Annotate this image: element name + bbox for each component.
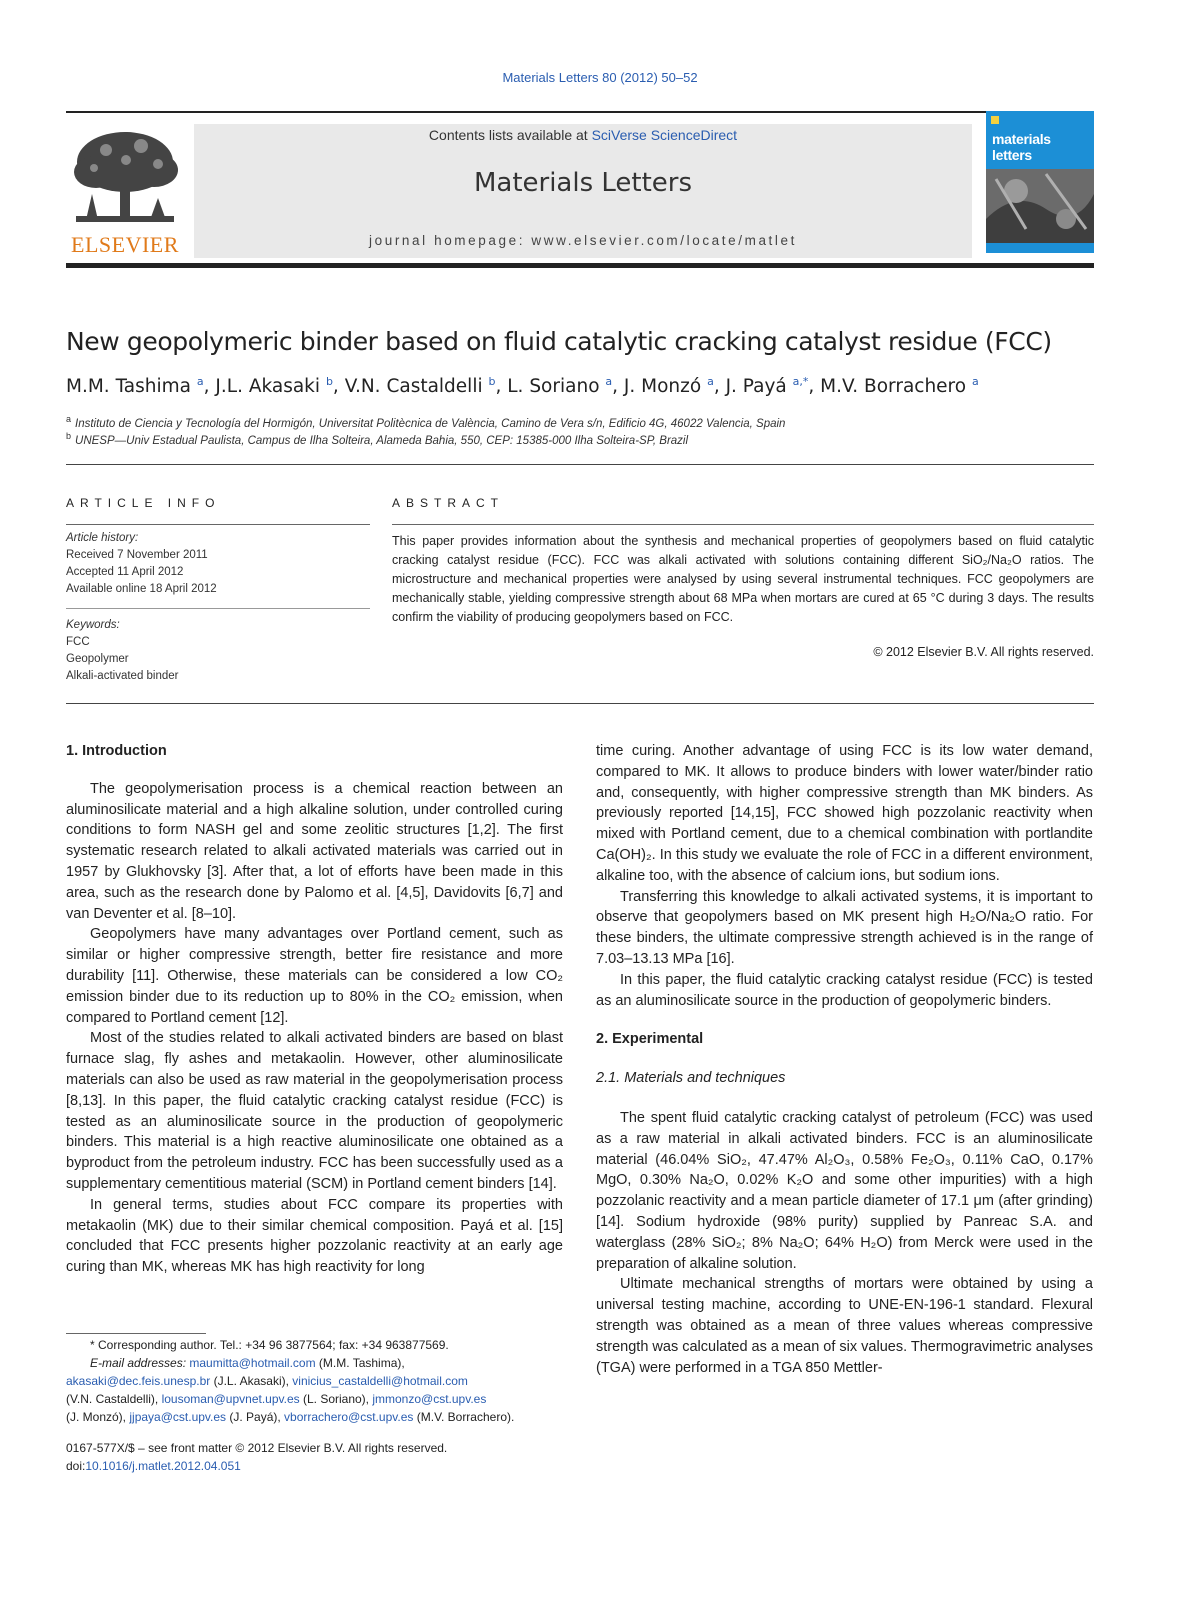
email-owner: (M.M. Tashima),: [315, 1356, 405, 1370]
paragraph: Ultimate mechanical strengths of mortars were obtained by using a universal testing machine, according to UNE-EN-196-1 standard. Flexural strength was obtained as a mean of three values whereas compressive strength was calculated as a mean of six values. Thermogravimetric analyses (TGA) were performed in a TGA 850 Mettler-: [596, 1276, 1093, 1376]
header-thick-rule: [66, 263, 1094, 268]
abstract-text: This paper provides information about the synthesis and mechanical properties of geopolymers based on fluid catalytic cracking catalyst residue (FCC). FCC was alkali activated with solutions containing different SiO₂/Na₂O ratios. The microstructure and mechanical properties were analysed by using several instrumental techniques. FCC geopolymers are mechanically stable, yielding compressive strength about 68 MPa when mortars are cured at 65 °C during 3 days. The results confirm the viability of producing geopolymers based on FCC.: [392, 534, 1094, 624]
received-date: Received 7 November 2011: [66, 549, 208, 561]
email-owner: (M.V. Borrachero).: [413, 1410, 515, 1424]
body-column-left: [66, 741, 563, 1278]
keyword: Alkali-activated binder: [66, 670, 179, 682]
email-link[interactable]: vinicius_castaldelli@hotmail.com: [292, 1374, 468, 1388]
author-list: M.M. Tashima $^a$, J.L. Akasaki $^b$, V.N. Castaldelli $^b$, L. Soriano $^a$, J. Monzó $^a$, J. Payá $^{a,*}$, M.V. Borrachero $^a$: [66, 375, 979, 398]
divider: [66, 524, 370, 525]
author: J.L. Akasaki: [215, 376, 321, 398]
sciencedirect-link[interactable]: SciVerse ScienceDirect: [591, 127, 738, 143]
body-column-right: [596, 741, 1093, 1378]
keyword: FCC: [66, 636, 90, 648]
doi-label: doi:: [66, 1459, 86, 1473]
publisher-name: ELSEVIER: [71, 232, 179, 257]
issn-line: 0167-577X/$ – see front matter © 2012 Elsevier B.V. All rights reserved.: [66, 1441, 448, 1455]
paragraph: The geopolymerisation process is a chemical reaction between an aluminosilicate material and a high alkaline solution, under controlled curing conditions to form NASH gel and some zeolitic structures [1,2]. The first systematic research related to alkali activated materials was carried out in 1957 by Glukhovsky [3]. After that, a lot of efforts have been made in this area, such as the research done by Palomo et al. [4,5], Davidovits [6,7] and van Deventer et al. [8–10].: [66, 780, 563, 922]
email-label: E-mail addresses:: [90, 1356, 190, 1370]
contents-line: [194, 127, 972, 143]
divider: [66, 464, 1094, 465]
article-info-heading: ARTICLE INFO: [66, 496, 221, 510]
paragraph: Transferring this knowledge to alkali activated systems, it is important to observe that geopolymers based on MK present high H₂O/Na₂O ratio. For these binders, the ultimate compressive strength achieved is in the range of 7.03–13.13 MPa [16].: [596, 888, 1093, 967]
contents-prefix: Contents lists available at: [428, 127, 592, 143]
keywords-label: Keywords:: [66, 619, 120, 631]
email-owner: (J.L. Akasaki),: [210, 1374, 293, 1388]
author: L. Soriano: [507, 376, 600, 398]
email-line: [66, 1372, 566, 1390]
section-heading: 2. Experimental: [596, 1031, 704, 1048]
author-affil-mark[interactable]: a,*: [792, 375, 809, 388]
email-link[interactable]: jjpaya@cst.upv.es: [129, 1410, 227, 1424]
article-meta: [66, 1439, 566, 1475]
author: V.N. Castaldelli: [344, 376, 483, 398]
cover-mark-icon: [991, 116, 999, 124]
affiliation-b: [66, 431, 1106, 447]
author-affil-mark[interactable]: b: [488, 375, 496, 388]
affiliation-mark: a: [66, 414, 72, 424]
journal-banner: [194, 124, 972, 258]
email-owner: (J. Payá),: [226, 1410, 285, 1424]
affiliation-mark: b: [66, 431, 72, 441]
cover-image: [986, 169, 1094, 243]
email-owner: (L. Soriano),: [299, 1392, 373, 1406]
affiliation-text: UNESP—Univ Estadual Paulista, Campus de Ilha Solteira, Alameda Bahia, 550, CEP: 15385-000 Ilha Solteira-SP, Brazil: [75, 434, 689, 447]
journal-reference[interactable]: Materials Letters 80 (2012) 50–52: [502, 70, 698, 85]
header-top-rule: [66, 111, 1094, 113]
doi-link[interactable]: 10.1016/j.matlet.2012.04.051: [85, 1459, 241, 1473]
paragraph: Geopolymers have many advantages over Portland cement, such as similar or higher compressive strength, better fire resistance and more durability [11]. Otherwise, these materials can be considered a low CO₂ emission binder due to its reduction up to 80% in the CO₂ emission, when compared to Portland cement [12].: [66, 926, 563, 1026]
author-affil-mark[interactable]: a: [707, 375, 714, 388]
abstract-heading: ABSTRACT: [392, 496, 505, 510]
paper-title: New geopolymeric binder based on fluid catalytic cracking catalyst residue (FCC): [66, 327, 1052, 356]
author: J. Monzó: [623, 376, 702, 398]
subsection-heading: 2.1. Materials and techniques: [596, 1070, 786, 1087]
cover-title: materials letters: [992, 131, 1051, 163]
footnote-rule: [66, 1333, 206, 1334]
footnote: [66, 1336, 566, 1426]
doi-line: [66, 1457, 566, 1475]
paragraph: In general terms, studies about FCC compare its properties with metakaolin (MK) due to their similar chemical composition. Payá et al. [15] concluded that FCC presents higher pozzolanic reactivity at an early age curing than MK, whereas MK has high reactivity for long: [66, 1196, 563, 1276]
author: M.V. Borrachero: [820, 376, 967, 398]
divider: [66, 608, 370, 609]
paragraph: Most of the studies related to alkali activated binders are based on blast furnace slag, fly ashes and metakaolin. However, other aluminosilicate materials can also be used as raw material in the geopolymerisation process [8,13]. In this paper, the fluid catalytic cracking catalyst residue (FCC) is tested as an aluminosilicate source in the production of geopolymeric binders. This material is a high reactive aluminosilicate one obtained as a byproduct from the petroleum industry. FCC has been successfully used as a supplementary cementitious material (SCM) in Portland cement binders [14].: [66, 1030, 563, 1192]
author: J. Payá: [725, 376, 787, 398]
accepted-date: Accepted 11 April 2012: [66, 566, 184, 578]
online-date: Available online 18 April 2012: [66, 583, 217, 595]
paragraph: time curing. Another advantage of using FCC is its low water demand, compared to MK. It allows to produce binders with lower water/binder ratio and, consequently, with higher compressive strength than MK binders. As previously reported [14,15], FCC showed high pozzolanic reactivity when mixed with Portland cement, due to a chemical combination with portlandite Ca(OH)₂. In this study we evaluate the role of FCC in a different environment, alkaline too, with the absence of calcium ions, but sodium ions.: [596, 743, 1093, 884]
paragraph: The spent fluid catalytic cracking catalyst of petroleum (FCC) was used as a raw material in alkali activated binders. FCC is an aluminosilicate material (46.04% SiO₂, 47.47% Al₂O₃, 0.58% Fe₂O₃, 0.11% CaO, 0.17% MgO, 0.30% Na₂O, 0.02% K₂O and some other impurities) with a high pozzolanic reactivity and a mean particle diameter of 17.1 μm (after grinding) [14]. Sodium hydroxide (98% purity) supplied by Panreac S.A. and waterglass (28% SiO₂; 8% Na₂O; 64% H₂O) from Merck were used in the preparation of alkaline solution.: [596, 1109, 1093, 1272]
email-link[interactable]: lousoman@upvnet.upv.es: [161, 1392, 300, 1406]
journal-cover: [986, 111, 1094, 253]
journal-homepage[interactable]: journal homepage: www.elsevier.com/locate/matlet: [369, 233, 797, 248]
author-affil-mark[interactable]: a: [196, 375, 204, 388]
affiliation-text: Instituto de Ciencia y Tecnología del Hormigón, Universitat Politècnica de València, Camino de Vera s/n, Edificio 4G, 46022 Valencia, Spain: [75, 417, 786, 430]
history-label: Article history:: [66, 532, 139, 544]
author-affil-mark[interactable]: a: [605, 375, 613, 388]
email-line: [66, 1408, 566, 1426]
corresponding-author: * Corresponding author. Tel.: +34 96 3877564; fax: +34 963877569.: [90, 1338, 449, 1352]
author: M.M. Tashima: [66, 376, 192, 398]
author-affil-mark[interactable]: a: [971, 375, 979, 388]
divider: [392, 524, 1094, 525]
email-owner: (J. Monzó),: [66, 1410, 130, 1424]
email-line: [66, 1354, 566, 1372]
abstract-copyright: © 2012 Elsevier B.V. All rights reserved.: [873, 645, 1094, 659]
email-owner: (V.N. Castaldelli),: [66, 1392, 162, 1406]
paragraph: In this paper, the fluid catalytic cracking catalyst residue (FCC) is tested as an aluminosilicate source in the production of geopolymeric binders.: [596, 971, 1093, 1009]
section-heading: 1. Introduction: [66, 743, 167, 759]
email-link[interactable]: maumitta@hotmail.com: [189, 1356, 316, 1370]
email-link[interactable]: vborrachero@cst.upv.es: [284, 1410, 414, 1424]
email-line: [66, 1390, 566, 1408]
divider: [66, 703, 1094, 704]
keyword: Geopolymer: [66, 653, 129, 665]
email-link[interactable]: akasaki@dec.feis.unesp.br: [66, 1374, 211, 1388]
email-link[interactable]: jmmonzo@cst.upv.es: [372, 1392, 487, 1406]
affiliation-a: [66, 414, 1106, 430]
author-affil-mark[interactable]: b: [325, 375, 333, 388]
journal-title: Materials Letters: [473, 168, 693, 198]
